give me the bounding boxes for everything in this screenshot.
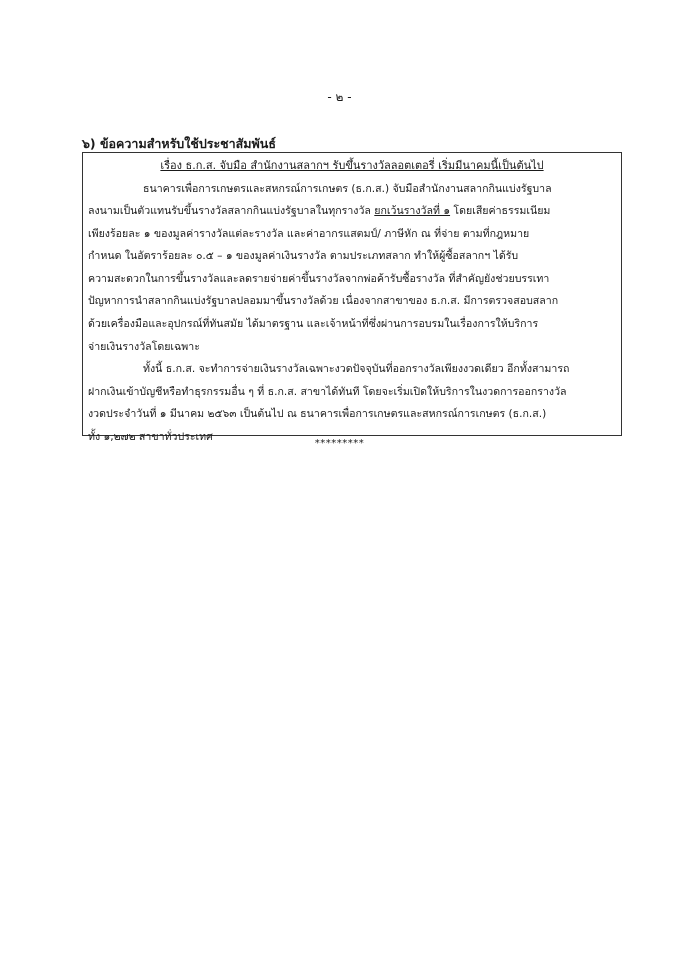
paragraph1-line1: ธนาคารเพื่อการเกษตรและสหกรณ์การเกษตร (ธ.ก.ส.) จับมือสำนักงานสลากกินแบ่งรัฐบาล xyxy=(143,182,552,195)
press-release-title: เรื่อง ธ.ก.ส. จับมือ สำนักงานสลากฯ รับขึ้นรางวัลลอตเตอรี่ เริ่มมีนาคมนี้เป็นต้นไป xyxy=(160,159,544,172)
paragraph1-line6: ปัญหาการนำสลากกินแบ่งรัฐบาลปลอมมาขึ้นรางวัลด้วย เนื่องจากสาขาของ ธ.ก.ส. มีการตรวจสอบสลาก xyxy=(88,295,559,308)
press-release-box xyxy=(82,152,622,444)
paragraph1-line2 xyxy=(88,200,616,223)
end-mark: ********* xyxy=(314,438,365,449)
paragraph1-line4: กำหนด ในอัตราร้อยละ ๐.๕ – ๑ ของมูลค่าเงินรางวัล ตามประเภทสลาก ทำให้ผู้ซื้อสลากฯ ได้รับ xyxy=(88,250,519,263)
paragraph1-line7: ด้วยเครื่องมือและอุปกรณ์ที่ทันสมัย ได้มาตรฐาน และเจ้าหน้าที่ซึ่งผ่านการอบรมในเรื่องการให้บริการ xyxy=(88,318,539,331)
page-number: - ๒ - xyxy=(327,90,352,104)
paragraph1-line8: จ่ายเงินรางวัลโดยเฉพาะ xyxy=(88,340,200,353)
paragraph1-line5: ความสะดวกในการขึ้นรางวัลและลดรายจ่ายค่าขึ้นรางวัลจากพ่อค้ารับซื้อรางวัล ที่สำคัญยังช่วยบรรเทา xyxy=(88,272,550,285)
paragraph2-line3: งวดประจำวันที่ ๑ มีนาคม ๒๕๖๓ เป็นต้นไป ณ ธนาคารเพื่อการเกษตรและสหกรณ์การเกษตร (ธ.ก.ส.) xyxy=(88,408,547,421)
paragraph1-line2-a: ลงนามเป็นตัวแทนรับขึ้นรางวัลสลากกินแบ่งรัฐบาลในทุกรางวัล xyxy=(88,205,375,218)
paragraph1-line2-b: โดยเสียค่าธรรมเนียม xyxy=(450,205,551,218)
paragraph2-line2: ฝากเงินเข้าบัญชีหรือทำธุรกรรมอื่น ๆ ที่ ธ.ก.ส. สาขาได้ทันที โดยจะเริ่มเปิดให้บริการในงวดการออกรางวัล xyxy=(88,385,567,398)
paragraph2-line4: ทั้ง ๑,๒๗๒ สาขาทั่วประเทศ xyxy=(88,431,213,444)
section-heading: ๖) ข้อความสำหรับใช้ประชาสัมพันธ์ xyxy=(82,136,276,151)
paragraph2-line1: ทั้งนี้ ธ.ก.ส. จะทำการจ่ายเงินรางวัลเฉพาะงวดปัจจุบันที่ออกรางวัลเพียงงวดเดียว อีกทั้งสามารถ xyxy=(143,363,570,376)
paragraph1-line3: เพียงร้อยละ ๑ ของมูลค่ารางวัลแต่ละรางวัล และค่าอากรแสตมป์/ ภาษีหัก ณ ที่จ่าย ตามที่กฎหมาย xyxy=(88,227,530,240)
exception-first-prize: ยกเว้นรางวัลที่ ๑ xyxy=(374,205,451,218)
